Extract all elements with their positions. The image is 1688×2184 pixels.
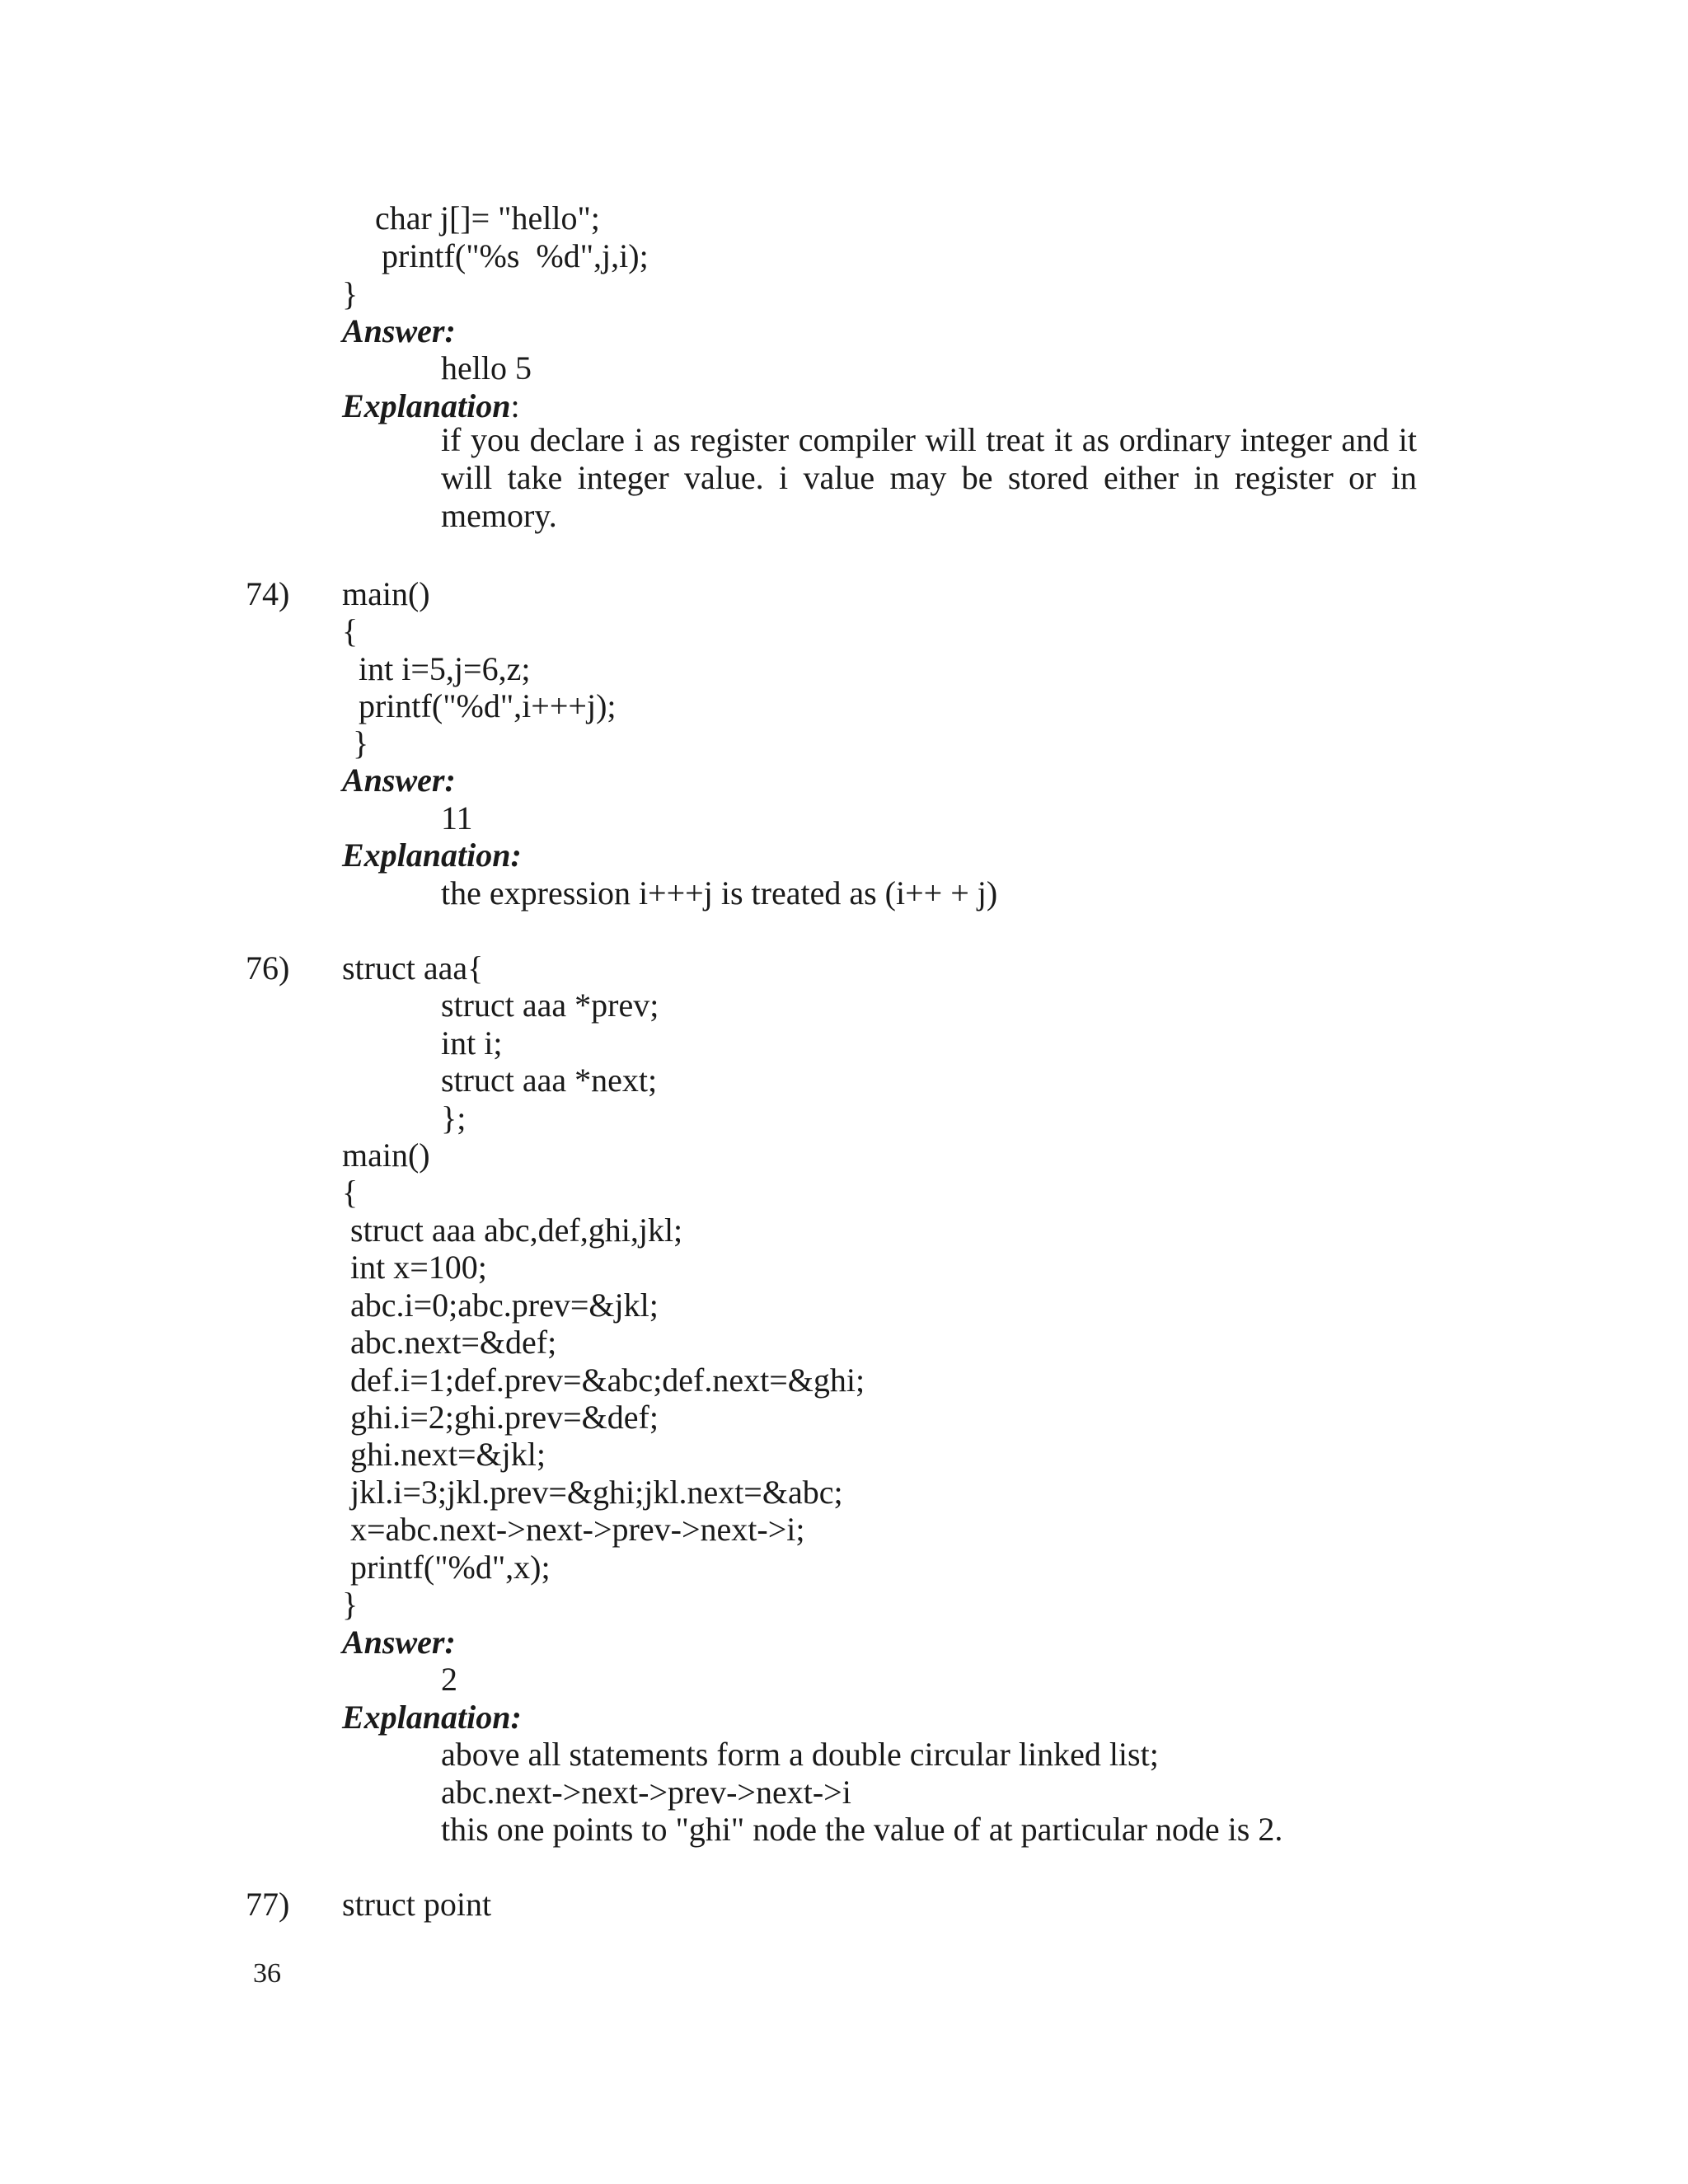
code-line: } (353, 724, 369, 762)
answer-label: Answer: (342, 312, 456, 349)
code-line: abc.i=0;abc.prev=&jkl; (350, 1286, 659, 1324)
question-number: 76) (246, 949, 290, 987)
code-line: char j[]= "hello"; (375, 199, 600, 237)
explanation-heading (342, 387, 520, 424)
page-number: 36 (253, 1958, 281, 1989)
code-line: }; (441, 1099, 467, 1137)
code-line: main() (342, 1137, 430, 1174)
answer-label: Answer: (342, 1624, 456, 1661)
code-line: jkl.i=3;jkl.prev=&ghi;jkl.next=&abc; (350, 1474, 843, 1511)
code-line: struct aaa{ (342, 949, 484, 987)
answer-value: hello 5 (441, 349, 532, 387)
code-line: ghi.i=2;ghi.prev=&def; (350, 1399, 659, 1436)
explanation-text: above all statements form a double circular linked list; (441, 1736, 1159, 1773)
code-line: abc.next=&def; (350, 1324, 557, 1361)
explanation-text: the expression i+++j is treated as (i++ + j) (441, 874, 998, 912)
explanation-text: this one points to "ghi" node the value of at particular node is 2. (441, 1811, 1283, 1848)
code-line: printf("%d",i+++j); (359, 687, 617, 724)
code-line: def.i=1;def.prev=&abc;def.next=&ghi; (350, 1361, 865, 1399)
code-line: x=abc.next->next->prev->next->i; (350, 1511, 805, 1548)
explanation-text: if you declare i as register compiler will treat it as ordinary integer and it will take integer value. i value may be stored either in register or in memory. (441, 421, 1417, 534)
code-line: ghi.next=&jkl; (350, 1436, 546, 1473)
answer-value: 11 (441, 799, 473, 837)
explanation-label: Explanation: (342, 1699, 522, 1736)
explanation-colon: : (510, 387, 520, 424)
question-number: 74) (246, 575, 290, 612)
code-line: int x=100; (350, 1249, 487, 1286)
code-line: struct aaa *prev; (441, 987, 659, 1024)
answer-value: 2 (441, 1661, 457, 1698)
explanation-label: Explanation: (342, 837, 522, 874)
explanation-text: abc.next->next->prev->next->i (441, 1774, 851, 1811)
code-line: int i; (441, 1024, 503, 1062)
code-line: { (342, 612, 359, 649)
explanation-label: Explanation (342, 387, 511, 424)
answer-label: Answer: (342, 762, 456, 799)
code-line: printf("%d",x); (350, 1549, 551, 1586)
code-line: struct point (342, 1886, 492, 1923)
code-line: main() (342, 575, 430, 612)
code-line: } (342, 1586, 359, 1623)
code-line: } (342, 275, 359, 312)
code-line: { (342, 1174, 359, 1211)
code-line: printf("%s %d",j,i); (382, 237, 649, 274)
code-line: int i=5,j=6,z; (359, 650, 531, 687)
question-number: 77) (246, 1886, 290, 1923)
code-line: struct aaa abc,def,ghi,jkl; (350, 1212, 683, 1249)
code-line: struct aaa *next; (441, 1062, 658, 1099)
